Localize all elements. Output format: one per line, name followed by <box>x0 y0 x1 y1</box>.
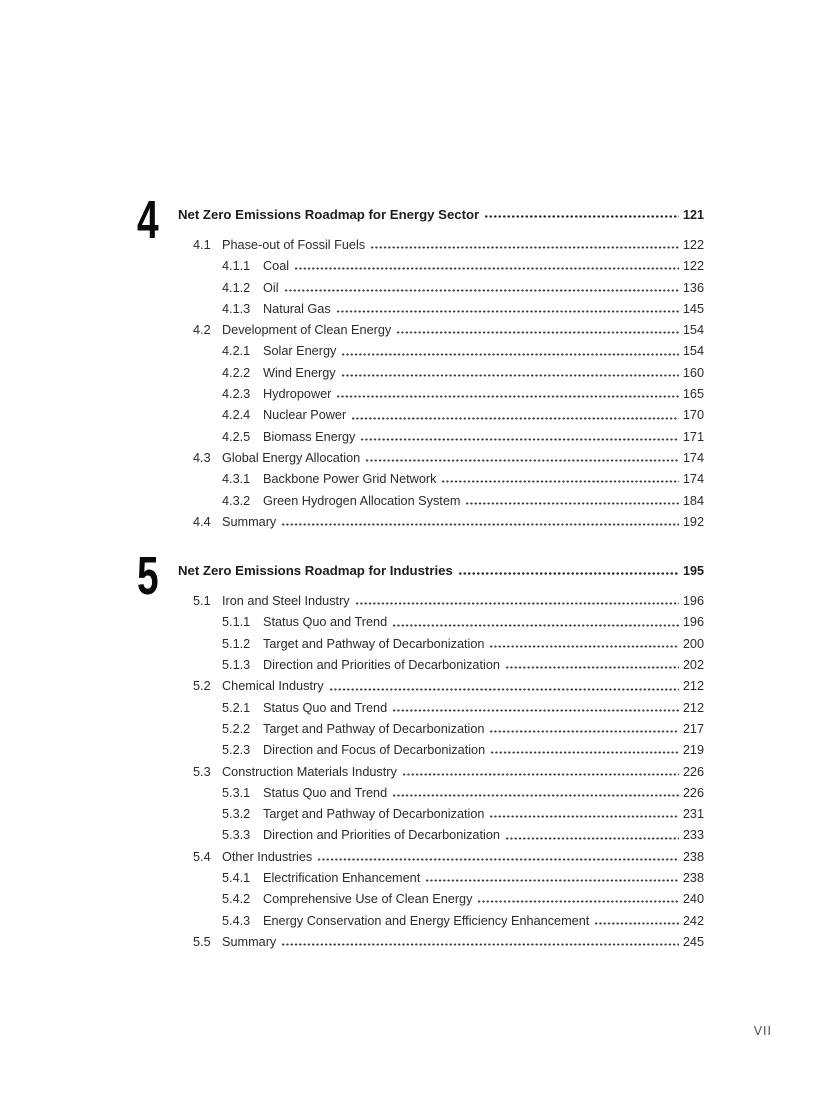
entry-title: Chemical Industry <box>222 679 324 694</box>
entry-page-number: 170 <box>682 408 704 423</box>
entry-number: 5.1.1 <box>222 615 251 630</box>
entry-number: 5.4.3 <box>222 913 251 928</box>
entry-title: Nuclear Power <box>263 408 347 423</box>
entry-title: Status Quo and Trend <box>263 615 388 630</box>
entry-number: 5.4.1 <box>222 871 251 886</box>
toc-entry-row[interactable] <box>178 783 704 804</box>
chapter-number-badge: 5 <box>137 546 158 607</box>
dot-leader <box>281 512 679 533</box>
entry-number: 5.5 <box>193 934 211 949</box>
toc-entry-row[interactable] <box>178 804 704 825</box>
entry-number: 5.2.3 <box>222 743 251 758</box>
entry-title: Construction Materials Industry <box>222 764 397 779</box>
toc-entry-row[interactable] <box>178 698 704 719</box>
dot-leader <box>392 698 679 719</box>
toc-entry-row[interactable] <box>178 235 704 256</box>
entry-page-number: 231 <box>682 807 704 822</box>
entry-number: 4.1.2 <box>222 280 251 295</box>
entry-page-number: 200 <box>682 636 704 651</box>
entry-number: 4.1 <box>193 238 211 252</box>
entry-number: 5.2 <box>193 679 211 694</box>
dot-leader <box>360 427 678 448</box>
chapter-page-number: 121 <box>682 208 704 222</box>
entry-page-number: 217 <box>682 721 704 736</box>
toc-entry-row[interactable] <box>178 341 704 362</box>
entry-number: 4.1.3 <box>222 301 251 316</box>
toc-entry-row[interactable] <box>178 676 704 697</box>
entry-page-number: 174 <box>682 472 704 487</box>
toc-entry-row[interactable] <box>178 363 704 384</box>
footer-page-number: VII <box>753 1024 772 1038</box>
entry-number: 5.1.3 <box>222 658 251 673</box>
entry-number: 4.1.1 <box>222 259 251 274</box>
toc-entry-row[interactable] <box>178 825 704 846</box>
entry-number: 5.4.2 <box>222 892 251 907</box>
entry-page-number: 171 <box>682 429 704 444</box>
entry-page-number: 154 <box>682 323 704 338</box>
dot-leader <box>317 847 679 868</box>
dot-leader <box>594 911 679 932</box>
entry-title: Natural Gas <box>263 301 331 316</box>
entry-title: Other Industries <box>222 849 313 864</box>
entry-title: Energy Conservation and Energy Efficiency Enhancement <box>263 913 590 928</box>
entry-page-number: 192 <box>682 514 704 529</box>
entry-number: 4.4 <box>193 514 211 529</box>
toc-entry-row[interactable] <box>178 847 704 868</box>
dot-leader <box>351 405 679 426</box>
toc-entry-row[interactable] <box>178 491 704 512</box>
entry-page-number: 212 <box>682 700 704 715</box>
toc-entry-row[interactable] <box>178 634 704 655</box>
entry-number: 5.3.3 <box>222 828 251 843</box>
entry-page-number: 196 <box>682 594 704 609</box>
chapter-entries <box>178 235 704 533</box>
entry-number: 5.2.1 <box>222 700 251 715</box>
toc-entry-row[interactable] <box>178 299 704 320</box>
entry-page-number: 240 <box>682 892 704 907</box>
entry-page-number: 122 <box>682 259 704 274</box>
toc-entry-row[interactable] <box>178 889 704 910</box>
chapter-title: Net Zero Emissions Roadmap for Energy Sector <box>178 207 480 222</box>
entry-number: 4.2.2 <box>222 365 251 380</box>
entry-number: 5.3.1 <box>222 785 251 800</box>
dot-leader <box>336 384 678 405</box>
dot-leader <box>484 204 679 226</box>
chapter-title: Net Zero Emissions Roadmap for Industries <box>178 563 453 579</box>
entry-page-number: 184 <box>682 493 704 508</box>
toc-entry-row[interactable] <box>178 278 704 299</box>
toc-entry-row[interactable] <box>178 405 704 426</box>
entry-number: 5.3.2 <box>222 807 251 822</box>
entry-page-number: 242 <box>682 913 704 928</box>
entry-page-number: 202 <box>682 658 704 673</box>
toc-entry-row[interactable] <box>178 427 704 448</box>
entry-number: 4.2.1 <box>222 344 251 359</box>
entry-page-number: 160 <box>682 365 704 380</box>
entry-number: 5.2.2 <box>222 721 251 736</box>
entry-title: Oil <box>263 280 279 295</box>
chapter-heading-row[interactable] <box>178 204 704 226</box>
table-of-contents <box>137 190 704 953</box>
entry-number: 4.3 <box>193 450 211 465</box>
dot-leader <box>441 469 678 490</box>
dot-leader <box>392 783 679 804</box>
chapter-heading-row[interactable] <box>178 560 704 582</box>
entry-number: 4.2.5 <box>222 429 251 444</box>
entry-page-number: 226 <box>682 785 704 800</box>
entry-number: 4.2 <box>193 323 211 338</box>
entry-number: 4.2.3 <box>222 387 251 402</box>
entry-title: Status Quo and Trend <box>263 700 388 715</box>
dot-leader <box>396 320 679 341</box>
entry-page-number: 165 <box>682 387 704 402</box>
entry-page-number: 212 <box>682 679 704 694</box>
dot-leader <box>458 560 679 582</box>
dot-leader <box>284 278 679 299</box>
chapter-entries <box>178 591 704 953</box>
chapter-page-number: 195 <box>682 564 704 579</box>
entry-title: Development of Clean Energy <box>222 323 392 338</box>
entry-number: 5.1 <box>193 594 211 609</box>
toc-entry-row[interactable] <box>178 719 704 740</box>
toc-entry-row[interactable] <box>178 256 704 277</box>
toc-entry-row[interactable] <box>178 448 704 469</box>
dot-leader <box>336 299 679 320</box>
entry-page-number: 145 <box>682 301 704 316</box>
dot-leader <box>294 256 679 277</box>
dot-leader <box>489 804 678 825</box>
entry-number: 4.3.1 <box>222 472 251 487</box>
entry-page-number: 136 <box>682 280 704 295</box>
toc-entry-row[interactable] <box>178 591 704 612</box>
entry-page-number: 245 <box>682 934 704 949</box>
toc-entry-row[interactable] <box>178 612 704 633</box>
toc-entry-row[interactable] <box>178 384 704 405</box>
dot-leader <box>370 235 679 256</box>
entry-title: Target and Pathway of Decarbonization <box>263 636 485 651</box>
dot-leader <box>477 889 678 910</box>
dot-leader <box>489 634 678 655</box>
entry-page-number: 238 <box>682 871 704 886</box>
dot-leader <box>341 363 679 384</box>
entry-title: Phase-out of Fossil Fuels <box>222 238 366 252</box>
toc-entry-row[interactable] <box>178 655 704 676</box>
entry-title: Summary <box>222 934 277 949</box>
entry-title: Target and Pathway of Decarbonization <box>263 721 485 736</box>
entry-title: Solar Energy <box>263 344 337 359</box>
entry-page-number: 226 <box>682 764 704 779</box>
toc-entry-row[interactable] <box>178 469 704 490</box>
entry-number: 5.1.2 <box>222 636 251 651</box>
entry-title: Summary <box>222 514 277 529</box>
entry-title: Global Energy Allocation <box>222 450 361 465</box>
toc-entry-row[interactable] <box>178 762 704 783</box>
dot-leader <box>465 491 678 512</box>
dot-leader <box>341 341 678 362</box>
entry-title: Green Hydrogen Allocation System <box>263 493 461 508</box>
dot-leader <box>365 448 679 469</box>
entry-title: Electrification Enhancement <box>263 871 421 886</box>
dot-leader <box>489 719 678 740</box>
entry-title: Hydropower <box>263 387 332 402</box>
entry-number: 4.2.4 <box>222 408 251 423</box>
dot-leader <box>392 612 679 633</box>
dot-leader <box>402 762 679 783</box>
entry-page-number: 196 <box>682 615 704 630</box>
dot-leader <box>355 591 679 612</box>
entry-number: 5.3 <box>193 764 211 779</box>
toc-entry-row[interactable] <box>178 740 704 761</box>
entry-page-number: 122 <box>682 238 704 252</box>
entry-title: Wind Energy <box>263 365 336 380</box>
entry-title: Comprehensive Use of Clean Energy <box>263 892 473 907</box>
entry-page-number: 219 <box>682 743 704 758</box>
entry-title: Biomass Energy <box>263 429 356 444</box>
entry-title: Target and Pathway of Decarbonization <box>263 807 485 822</box>
entry-title: Backbone Power Grid Network <box>263 472 437 487</box>
entry-page-number: 238 <box>682 849 704 864</box>
dot-leader <box>281 932 679 953</box>
entry-number: 5.4 <box>193 849 211 864</box>
dot-leader <box>329 676 679 697</box>
entry-page-number: 174 <box>682 450 704 465</box>
entry-title: Coal <box>263 259 290 274</box>
toc-entry-row[interactable] <box>178 320 704 341</box>
toc-chapter <box>137 546 704 953</box>
chapter-number-badge: 4 <box>137 190 158 250</box>
dot-leader <box>425 868 679 889</box>
entry-page-number: 154 <box>682 344 704 359</box>
entry-title: Iron and Steel Industry <box>222 594 350 609</box>
entry-title: Status Quo and Trend <box>263 785 388 800</box>
dot-leader <box>505 655 679 676</box>
entry-page-number: 233 <box>682 828 704 843</box>
toc-entry-row[interactable] <box>178 512 704 533</box>
toc-entry-row[interactable] <box>178 932 704 953</box>
toc-entry-row[interactable] <box>178 868 704 889</box>
entry-title: Direction and Focus of Decarbonization <box>263 743 486 758</box>
toc-chapter <box>137 190 704 533</box>
toc-entry-row[interactable] <box>178 911 704 932</box>
dot-leader <box>505 825 679 846</box>
dot-leader <box>490 740 679 761</box>
entry-title: Direction and Priorities of Decarbonization <box>263 658 500 673</box>
entry-title: Direction and Priorities of Decarbonization <box>263 828 500 843</box>
entry-number: 4.3.2 <box>222 493 251 508</box>
